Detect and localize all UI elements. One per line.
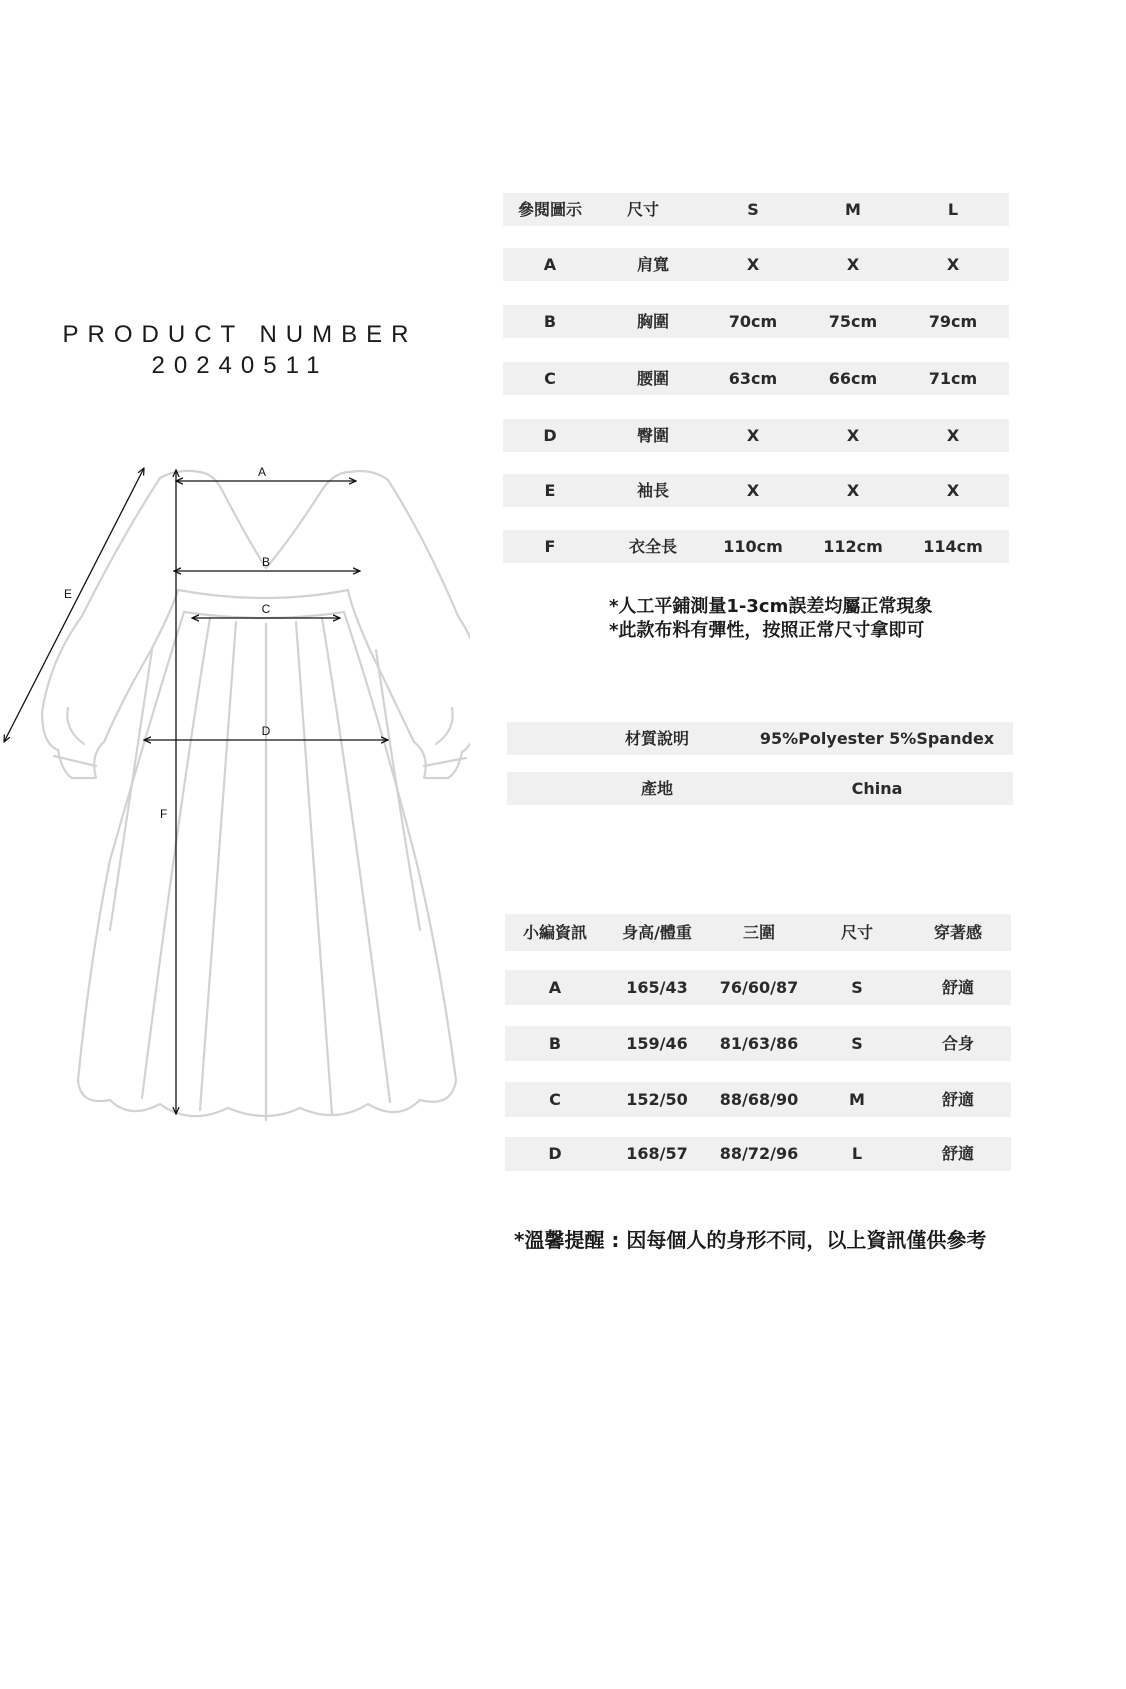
table-row <box>505 1082 1011 1117</box>
table-row <box>503 305 1009 338</box>
model-measurements: 88/68/90 <box>719 1090 799 1109</box>
material-value: 95%Polyester 5%Spandex <box>759 729 995 748</box>
header-size: 尺寸 <box>840 923 873 942</box>
row-m: 75cm <box>828 312 878 331</box>
row-ref: F <box>544 537 556 556</box>
row-measure: 衣全長 <box>628 537 677 556</box>
row-l: 114cm <box>923 537 983 556</box>
origin-row <box>507 772 1013 805</box>
fabric-note: *此款布料有彈性，按照正常尺寸拿即可 <box>609 620 925 641</box>
row-m: X <box>846 255 860 274</box>
table-row <box>503 362 1009 395</box>
diagram-label-c: C <box>261 602 271 616</box>
row-m: 66cm <box>828 369 878 388</box>
reminder-note: *溫馨提醒 : 因每個人的身形不同，以上資訊僅供參考 <box>514 1228 987 1252</box>
origin-label: 產地 <box>640 779 673 798</box>
table-row <box>503 248 1009 281</box>
model-height-weight: 165/43 <box>626 978 688 997</box>
model-height-weight: 159/46 <box>626 1034 688 1053</box>
table-row <box>503 530 1009 563</box>
row-ref: D <box>543 426 557 445</box>
measurement-note: *人工平鋪測量1-3cm誤差均屬正常現象 <box>609 596 933 617</box>
diagram-label-a: A <box>257 465 267 479</box>
row-s: X <box>746 255 760 274</box>
table-row <box>505 1137 1011 1171</box>
table-row <box>505 1026 1011 1061</box>
header-model: 小編資訊 <box>522 923 587 942</box>
row-s: X <box>746 426 760 445</box>
model-fit: 合身 <box>941 1034 974 1053</box>
table-row <box>503 419 1009 452</box>
diagram-label-f: F <box>160 807 168 821</box>
dress-outline <box>42 471 470 1120</box>
measure-lines <box>4 468 388 1114</box>
row-measure: 胸圍 <box>636 312 669 331</box>
row-measure: 腰圍 <box>636 369 669 388</box>
row-measure: 袖長 <box>636 481 669 500</box>
header-size: 尺寸 <box>626 200 659 219</box>
header-s: S <box>747 200 759 219</box>
row-measure: 臀圍 <box>636 426 669 445</box>
row-l: X <box>946 426 960 445</box>
model-height-weight: 152/50 <box>626 1090 688 1109</box>
material-label: 材質說明 <box>624 729 689 748</box>
model-size: S <box>851 978 863 997</box>
origin-value: China <box>851 779 903 798</box>
row-l: 71cm <box>928 369 978 388</box>
diagram-label-e: E <box>64 587 73 601</box>
product-number-value: 20240511 <box>151 352 329 379</box>
header-reference: 參閱圖示 <box>517 200 582 219</box>
model-height-weight: 168/57 <box>626 1144 688 1163</box>
diagram-label-d: D <box>261 724 271 738</box>
table-row <box>503 474 1009 507</box>
diagram-label-b: B <box>261 555 271 569</box>
row-s: 70cm <box>728 312 778 331</box>
model-size: S <box>851 1034 863 1053</box>
size-table-header <box>503 193 1009 226</box>
row-m: 112cm <box>823 537 883 556</box>
material-row <box>507 722 1013 755</box>
model-fit: 舒適 <box>941 1090 974 1109</box>
header-m: M <box>845 200 861 219</box>
model-id: D <box>548 1144 562 1163</box>
row-l: X <box>946 255 960 274</box>
model-table-header <box>505 914 1011 951</box>
row-ref: C <box>544 369 556 388</box>
row-ref: B <box>543 312 557 331</box>
header-measurements: 三圍 <box>742 923 775 942</box>
row-s: 63cm <box>728 369 778 388</box>
table-row <box>505 970 1011 1005</box>
model-id: A <box>548 978 562 997</box>
row-l: 79cm <box>928 312 978 331</box>
model-measurements: 88/72/96 <box>719 1144 799 1163</box>
row-ref: E <box>544 481 556 500</box>
model-fit: 舒適 <box>941 1144 974 1163</box>
model-measurements: 76/60/87 <box>719 978 799 997</box>
header-l: L <box>947 200 959 219</box>
row-s: 110cm <box>723 537 783 556</box>
model-size: L <box>851 1144 863 1163</box>
row-l: X <box>946 481 960 500</box>
row-ref: A <box>543 255 557 274</box>
row-s: X <box>746 481 760 500</box>
model-id: B <box>548 1034 562 1053</box>
model-id: C <box>549 1090 561 1109</box>
product-number-label: PRODUCT NUMBER <box>62 321 418 348</box>
header-fit: 穿著感 <box>933 923 982 942</box>
model-measurements: 81/63/86 <box>719 1034 799 1053</box>
row-measure: 肩寬 <box>636 255 669 274</box>
row-m: X <box>846 481 860 500</box>
model-size: M <box>849 1090 865 1109</box>
header-height-weight: 身高/體重 <box>622 923 692 942</box>
dress-diagram <box>0 455 470 1125</box>
row-m: X <box>846 426 860 445</box>
model-fit: 舒適 <box>941 978 974 997</box>
